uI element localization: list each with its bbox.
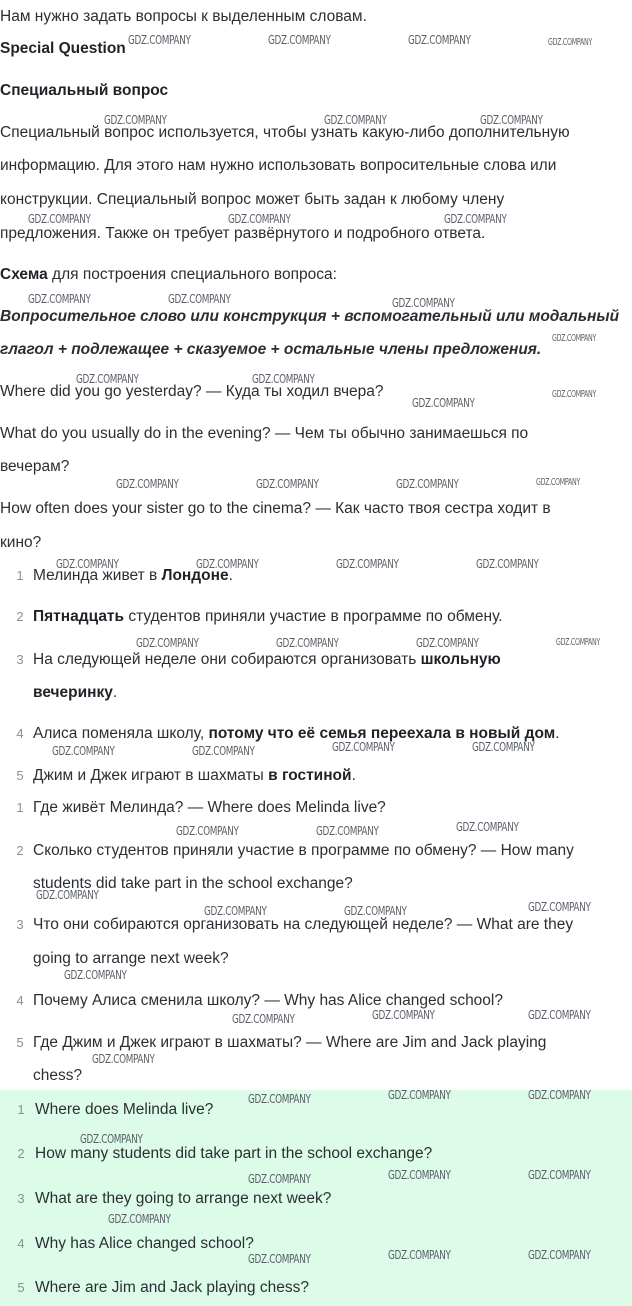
description-line-2: информацию. Для этого нам нужно использовать вопросительные слова или (0, 157, 557, 174)
answer-item: How many students did take part in the school exchange? (35, 1145, 433, 1162)
translation-item: Что они собираются организовать на следующей неделе? — What are they (33, 916, 574, 933)
watermark-text: GDZ.COMPANY (536, 477, 580, 488)
watermark-text: GDZ.COMPANY (204, 904, 267, 918)
watermark-text: GDZ.COMPANY (256, 477, 319, 491)
watermark-text: GDZ.COMPANY (552, 333, 596, 344)
example-line-4: How often does your sister go to the cinema? — Как часто твоя сестра ходит в (0, 500, 551, 517)
translation-number: 4 (16, 993, 24, 1008)
watermark-text: GDZ.COMPANY (480, 113, 543, 127)
watermark-text: GDZ.COMPANY (388, 1168, 451, 1182)
watermark-text: GDZ.COMPANY (248, 1172, 311, 1186)
translation-item-continuation: chess? (33, 1067, 83, 1084)
sentence-number: 4 (16, 726, 24, 741)
watermark-text: GDZ.COMPANY (248, 1092, 311, 1106)
description-line-4: предложения. Также он требует развёрнутого и подробного ответа. (0, 225, 486, 242)
watermark-text: GDZ.COMPANY (232, 1012, 295, 1026)
watermark-text: GDZ.COMPANY (416, 636, 479, 650)
watermark-text: GDZ.COMPANY (116, 477, 179, 491)
highlighted-word: вечеринку (33, 684, 113, 701)
answer-item: Where are Jim and Jack playing chess? (35, 1279, 309, 1296)
description-line-3: конструкции. Специальный вопрос может быть задан к любому члену (0, 191, 505, 208)
translation-item-continuation: students did take part in the school exchange? (33, 875, 353, 892)
highlighted-word: школьную (420, 651, 501, 668)
description-line-1: Специальный вопрос используется, чтобы узнать какую-либо дополнительную (0, 124, 570, 141)
watermark-text: GDZ.COMPANY (388, 1248, 451, 1262)
watermark-text: GDZ.COMPANY (276, 636, 339, 650)
scheme-formula-line-1: Вопросительное слово или конструкция + вспомогательный или модальный (0, 308, 620, 325)
watermark-text: GDZ.COMPANY (552, 389, 596, 400)
answer-number: 5 (17, 1280, 25, 1295)
sentence-number: 5 (16, 768, 24, 783)
watermark-text: GDZ.COMPANY (528, 1088, 591, 1102)
translation-number: 5 (16, 1035, 24, 1050)
answer-number: 4 (17, 1236, 25, 1251)
watermark-text: GDZ.COMPANY (192, 744, 255, 758)
scheme-label (0, 265, 337, 285)
answer-item: Why has Alice changed school? (35, 1235, 254, 1252)
translation-item-continuation: going to arrange next week? (33, 950, 229, 967)
heading-russian: Специальный вопрос (0, 82, 169, 99)
watermark-text: GDZ.COMPANY (252, 372, 315, 386)
scheme-label-bold: Схема (0, 266, 48, 283)
watermark-text: GDZ.COMPANY (168, 292, 231, 306)
watermark-text: GDZ.COMPANY (28, 212, 91, 226)
watermark-text: GDZ.COMPANY (92, 1052, 155, 1066)
watermark-text: GDZ.COMPANY (388, 1088, 451, 1102)
watermark-text: GDZ.COMPANY (56, 557, 119, 571)
example-line-2: What do you usually do in the evening? — Чем ты обычно занимаешься по (0, 425, 529, 442)
sentence-item: Алиса поменяла школу, потому что её семья переехала в новый дом. (33, 725, 560, 742)
sentence-item: На следующей неделе они собираются организовать школьную (33, 651, 501, 668)
watermark-text: GDZ.COMPANY (28, 292, 91, 306)
translation-number: 1 (16, 800, 24, 815)
answer-number: 1 (17, 1102, 25, 1117)
highlighted-word: в гостиной (268, 767, 352, 784)
translation-item: Где живёт Мелинда? — Where does Melinda live? (33, 799, 386, 816)
highlighted-word: потому что её семья переехала в новый дом (208, 725, 556, 742)
heading-english: Special Question (0, 40, 126, 57)
watermark-text: GDZ.COMPANY (444, 212, 507, 226)
watermark-text: GDZ.COMPANY (472, 740, 535, 754)
watermark-text: GDZ.COMPANY (128, 33, 191, 47)
watermark-text: GDZ.COMPANY (528, 1168, 591, 1182)
watermark-text: GDZ.COMPANY (476, 557, 539, 571)
translation-number: 3 (16, 917, 24, 932)
translation-item: Почему Алиса сменила школу? — Why has Alice changed school? (33, 992, 503, 1009)
watermark-text: GDZ.COMPANY (108, 1212, 171, 1226)
watermark-text: GDZ.COMPANY (104, 113, 167, 127)
watermark-text: GDZ.COMPANY (408, 33, 471, 47)
watermark-text: GDZ.COMPANY (324, 113, 387, 127)
watermark-text: GDZ.COMPANY (556, 637, 600, 648)
watermark-text: GDZ.COMPANY (176, 824, 239, 838)
sentence-item: Мелинда живет в Лондоне. (33, 567, 233, 584)
translation-number: 2 (16, 843, 24, 858)
watermark-text: GDZ.COMPANY (548, 37, 592, 48)
watermark-text: GDZ.COMPANY (332, 740, 395, 754)
watermark-text: GDZ.COMPANY (228, 212, 291, 226)
answer-item: What are they going to arrange next week? (35, 1190, 332, 1207)
watermark-text: GDZ.COMPANY (372, 1008, 435, 1022)
translation-item: Где Джим и Джек играют в шахматы? — Where are Jim and Jack playing (33, 1034, 547, 1051)
sentence-item: Джим и Джек играют в шахматы в гостиной. (33, 767, 356, 784)
watermark-text: GDZ.COMPANY (80, 1132, 143, 1146)
watermark-text: GDZ.COMPANY (456, 820, 519, 834)
answer-block (0, 1090, 632, 1306)
example-line-3: вечерам? (0, 458, 70, 475)
watermark-text: GDZ.COMPANY (396, 477, 459, 491)
sentence-number: 1 (16, 568, 24, 583)
watermark-text: GDZ.COMPANY (412, 396, 475, 410)
watermark-text: GDZ.COMPANY (52, 744, 115, 758)
translation-item: Сколько студентов приняли участие в программе по обмену? — How many (33, 842, 574, 859)
watermark-text: GDZ.COMPANY (528, 1248, 591, 1262)
watermark-text: GDZ.COMPANY (316, 824, 379, 838)
watermark-text: GDZ.COMPANY (268, 33, 331, 47)
answer-item: Where does Melinda live? (35, 1101, 214, 1118)
watermark-text: GDZ.COMPANY (136, 636, 199, 650)
watermark-text: GDZ.COMPANY (248, 1252, 311, 1266)
sentence-item-continuation: вечеринку. (33, 684, 118, 701)
watermark-text: GDZ.COMPANY (64, 968, 127, 982)
intro-text: Нам нужно задать вопросы к выделенным словам. (0, 8, 367, 25)
watermark-text: GDZ.COMPANY (528, 1008, 591, 1022)
example-line-1: Where did you go yesterday? — Куда ты ходил вчера? (0, 383, 384, 400)
sentence-number: 3 (16, 652, 24, 667)
scheme-label-rest: для построения специального вопроса: (47, 266, 337, 283)
answer-number: 2 (17, 1146, 25, 1161)
watermark-text: GDZ.COMPANY (336, 557, 399, 571)
watermark-text: GDZ.COMPANY (528, 900, 591, 914)
scheme-formula-line-2: глагол + подлежащее + сказуемое + остальные члены предложения. (0, 341, 542, 358)
watermark-text: GDZ.COMPANY (36, 888, 99, 902)
watermark-text: GDZ.COMPANY (392, 296, 455, 310)
sentence-number: 2 (16, 609, 24, 624)
sentence-item: Пятнадцать студентов приняли участие в программе по обмену. (33, 608, 503, 625)
watermark-text: GDZ.COMPANY (196, 557, 259, 571)
watermark-text: GDZ.COMPANY (76, 372, 139, 386)
answer-number: 3 (17, 1191, 25, 1206)
example-line-5: кино? (0, 534, 42, 551)
highlighted-word: Лондоне (161, 567, 229, 584)
watermark-text: GDZ.COMPANY (344, 904, 407, 918)
highlighted-word: Пятнадцать (33, 608, 125, 625)
